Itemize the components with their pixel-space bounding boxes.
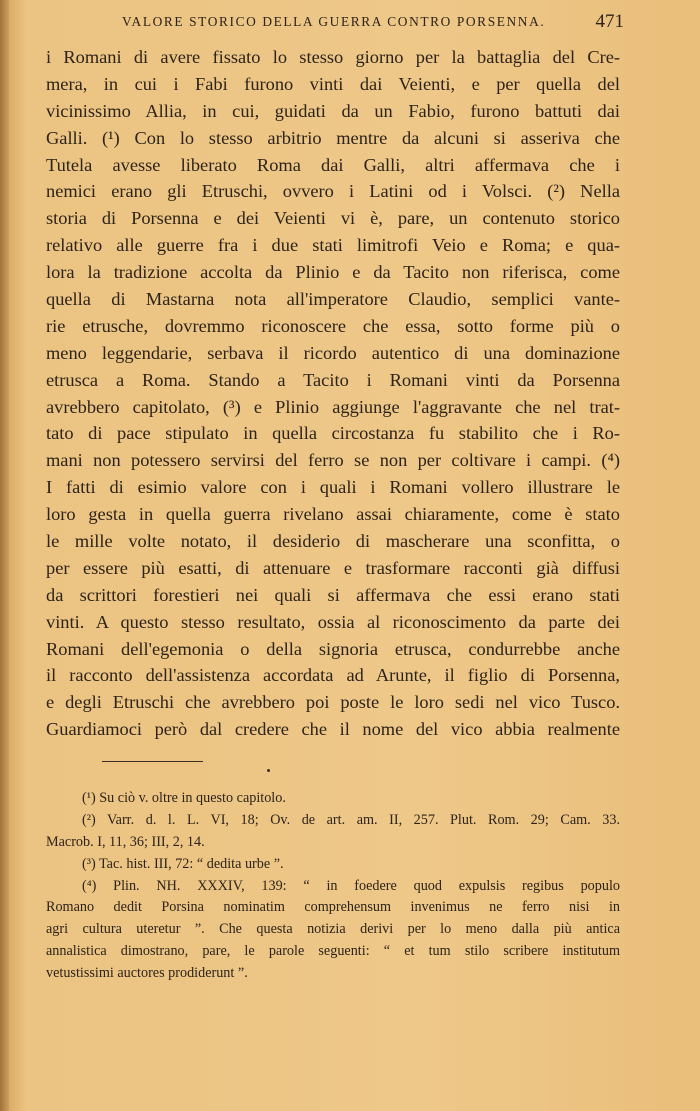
- footnote-separator: [102, 761, 203, 762]
- body-line: meno leggendarie, serbava il ricordo autentico di una dominazione: [46, 342, 620, 363]
- body-line: i Romani di avere fissato lo stesso giorno per la battaglia del Cre-: [46, 47, 620, 67]
- body-line: loro gesta in quella guerra rivelano assai chiaramente, come è stato: [46, 504, 620, 525]
- body-line: storia di Porsenna e dei Veienti vi è, pare, un contenuto storico: [46, 208, 620, 229]
- body-text: [46, 44, 620, 743]
- page-number: 471: [595, 11, 624, 32]
- body-line: quella di Mastarna nota all'imperatore Claudio, semplici vante-: [46, 289, 620, 310]
- footnote-4-continued: Romano dedit Porsina nominatim comprehensum invenimus ne ferro nisi in: [46, 899, 620, 916]
- footnote-1: (¹) Su ciò v. oltre in questo capitolo.: [82, 790, 286, 806]
- running-head: [46, 8, 624, 36]
- body-line: I fatti di esimio valore con i quali i Romani vollero illustrare le: [46, 477, 620, 498]
- body-line: etrusca a Roma. Stando a Tacito i Romani vinti da Porsenna: [46, 369, 620, 390]
- ink-speck: [267, 769, 270, 772]
- body-line: e degli Etruschi che avrebbero poi poste le loro sedi nel vico Tusco.: [46, 692, 620, 713]
- body-line: vicinissimo Allia, in cui, guidati da un Fabio, furono battuti dai: [46, 100, 620, 121]
- footnote-2-continued: Macrob. I, 11, 36; III, 2, 14.: [46, 833, 205, 850]
- body-line: da scrittori forestieri nei quali si affermava che essi erano stati: [46, 584, 620, 605]
- page-binding-shadow: [0, 0, 9, 1111]
- body-line: lora la tradizione accolta da Plinio e da Tacito non riferisca, come: [46, 262, 620, 283]
- body-line: nemici erano gli Etruschi, ovvero i Latini od i Volsci. (²) Nella: [46, 181, 620, 202]
- footnote-2: (²) Varr. d. l. L. VI, 18; Ov. de art. am. II, 257. Plut. Rom. 29; Cam. 33.: [82, 811, 620, 828]
- running-title: VALORE STORICO DELLA GUERRA CONTRO PORSENNA.: [122, 14, 546, 29]
- footnote-4-continued: annalistica dimostrano, pare, le parole seguenti: “ et tum stilo scribere institutum: [46, 943, 620, 960]
- footnotes: [46, 788, 620, 985]
- body-line: rie etrusche, dovremmo riconoscere che essa, sotto forme più o: [46, 315, 620, 336]
- body-line: Galli. (¹) Con lo stesso arbitrio mentre da alcuni si asseriva che: [46, 127, 620, 148]
- footnote-4-continued: vetustissimi auctores prodiderunt ”.: [46, 965, 248, 982]
- body-line: per essere più esatti, di attenuare e trasformare racconti già diffusi: [46, 557, 620, 578]
- footnote-3: (³) Tac. hist. III, 72: “ dedita urbe ”.: [82, 855, 284, 872]
- body-line: Romani dell'egemonia o della signoria etrusca, condurrebbe anche: [46, 638, 620, 659]
- body-line: mani non potessero servirsi del ferro se non per coltivare i campi. (⁴): [46, 450, 620, 471]
- body-line: Guardiamoci però dal credere che il nome del vico abbia realmente: [46, 719, 620, 740]
- body-line: relativo alle guerre fra i due stati limitrofi Veio e Roma; e qua-: [46, 235, 620, 256]
- body-line: vinti. A questo stesso resultato, ossia al riconoscimento da parte dei: [46, 611, 620, 632]
- body-line: avrebbero capitolato, (³) e Plinio aggiunge l'aggravante che nel trat-: [46, 396, 620, 417]
- body-line: Tutela avesse liberato Roma dai Galli, altri affermava che i: [46, 154, 620, 175]
- body-line: il racconto dell'assistenza accordata ad Arunte, il figlio di Porsenna,: [46, 665, 620, 686]
- body-line: mera, in cui i Fabi furono vinti dai Veienti, e per quella del: [46, 73, 620, 94]
- footnote-4: (⁴) Plin. NH. XXXIV, 139: “ in foedere quod expulsis regibus populo: [82, 877, 620, 894]
- body-line: tato di pace stipulato in quella circostanza fu stabilito che i Ro-: [46, 423, 620, 444]
- body-line: le mille volte notato, il desiderio di mascherare una sconfitta, o: [46, 531, 620, 552]
- footnote-4-continued: agri cultura uteretur ”. Che questa notizia derivi per lo meno dalla più antica: [46, 921, 620, 938]
